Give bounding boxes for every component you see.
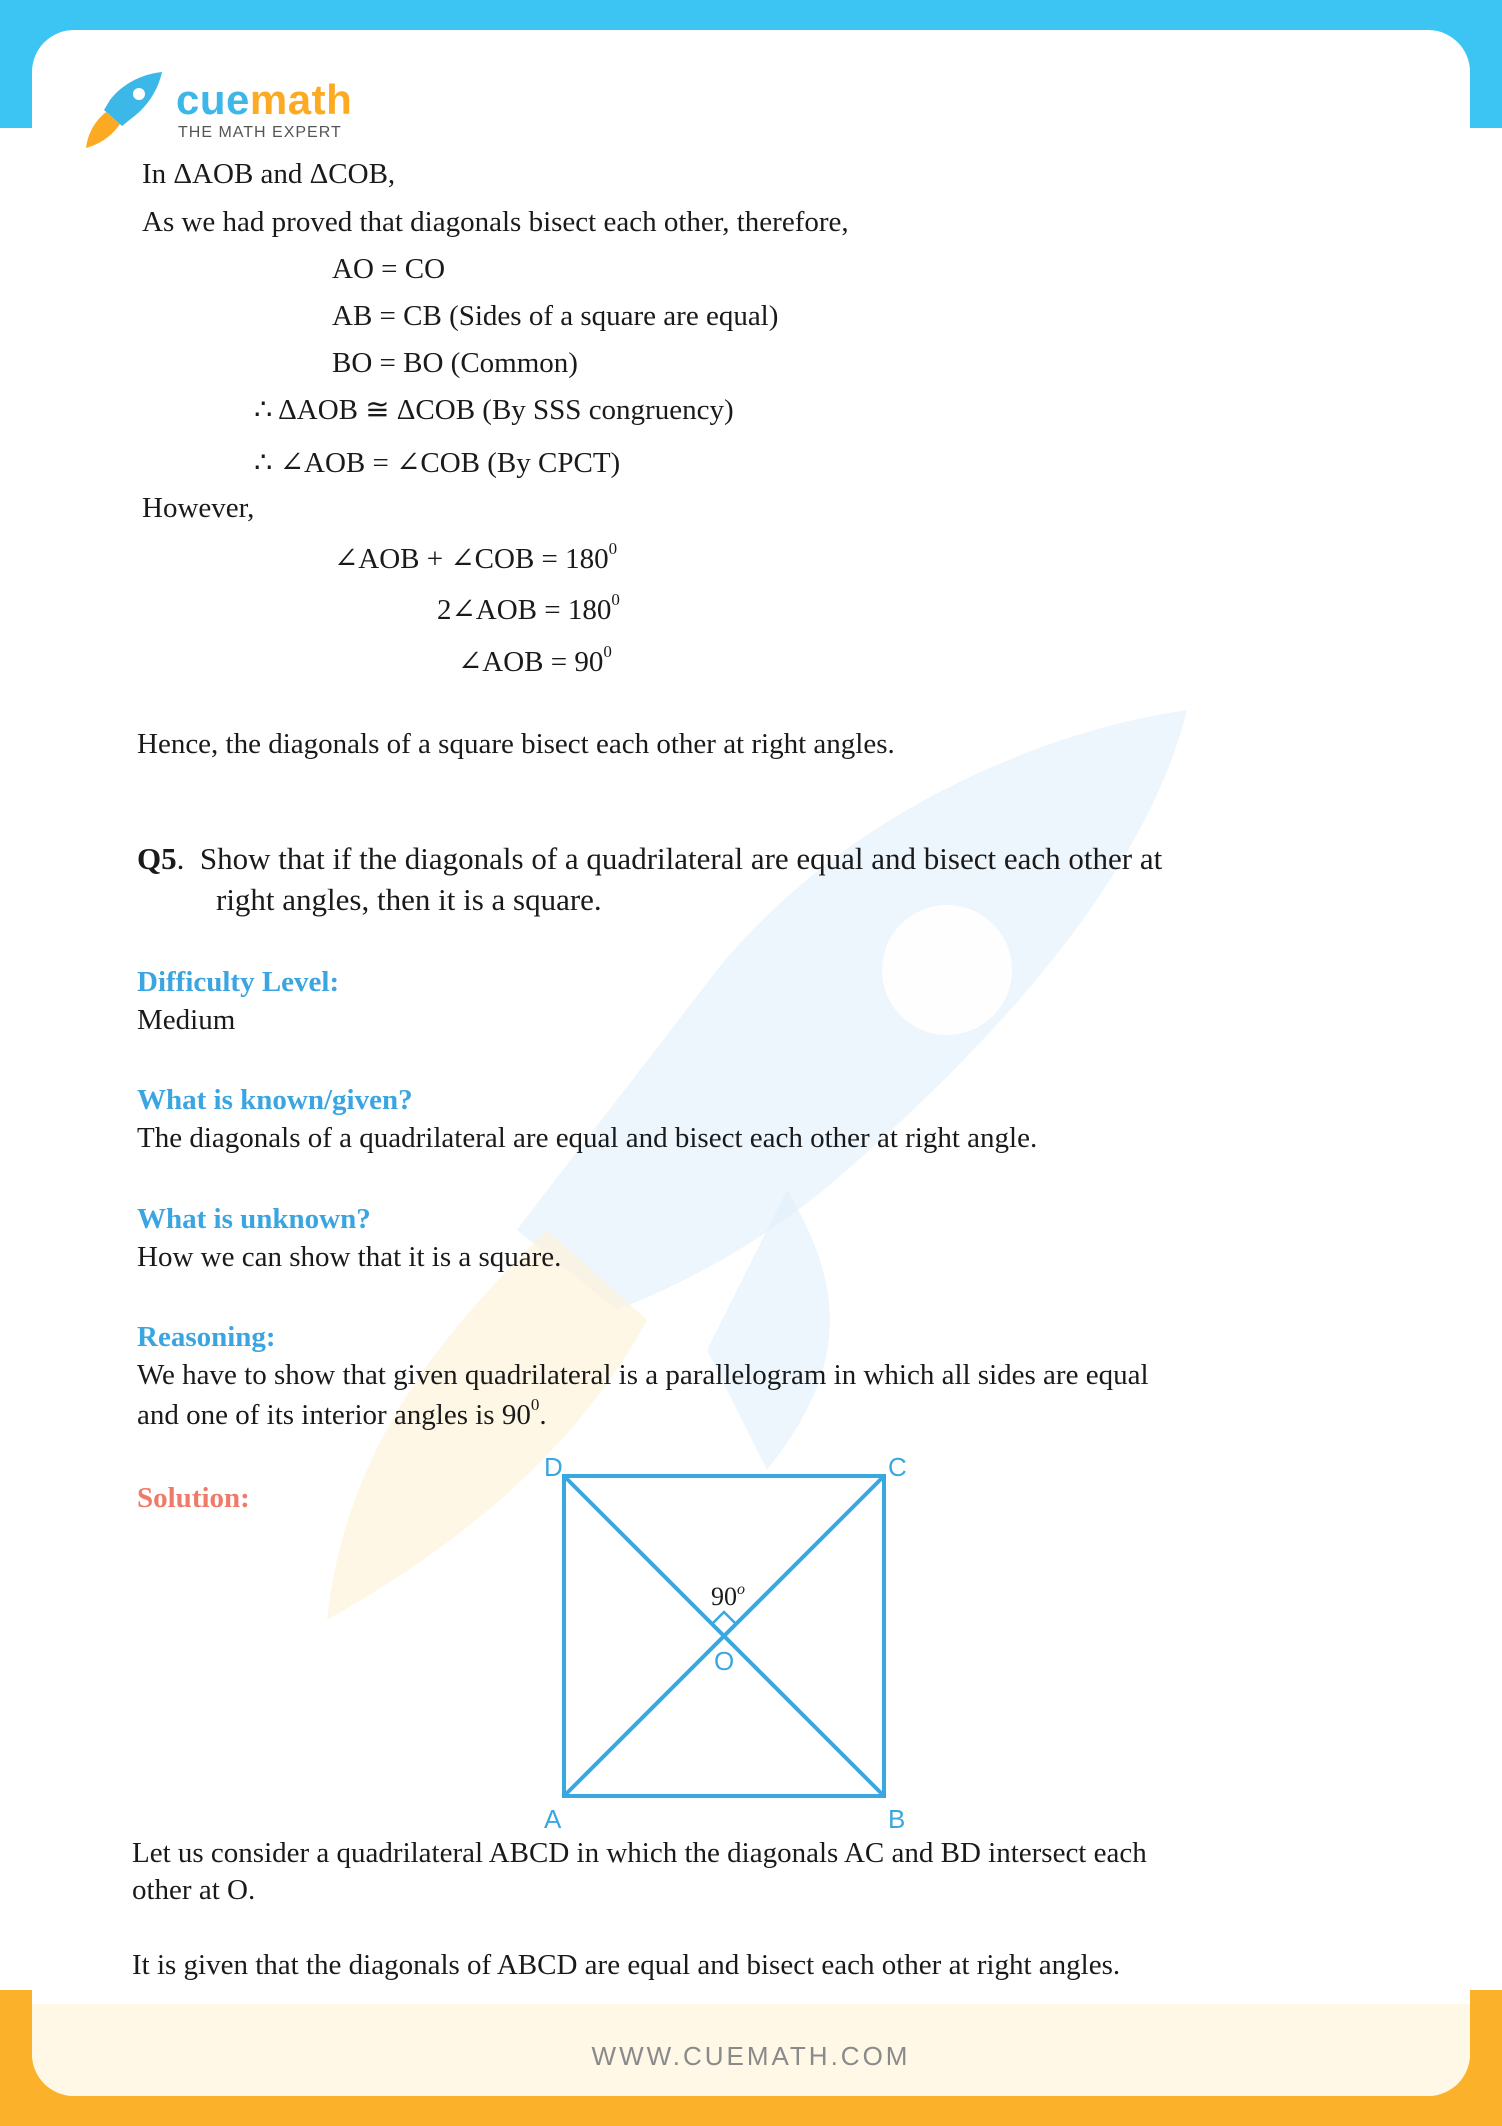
center-label-o: O	[714, 1646, 735, 1676]
equation: BO = BO (Common)	[332, 347, 578, 379]
equation: ∴ ΔAOB ≅ ΔCOB (By SSS congruency)	[254, 394, 734, 426]
proof-line: As we had proved that diagonals bisect each other, therefore,	[142, 206, 849, 238]
brand-name: cuemath	[176, 76, 353, 123]
solution-text: other at O.	[132, 1874, 256, 1906]
solution-text: Let us consider a quadrilateral ABCD in which the diagonals AC and BD intersect each	[132, 1837, 1147, 1869]
reasoning-heading: Reasoning:	[137, 1321, 276, 1353]
equation: AO = CO	[332, 253, 446, 285]
vertex-label-a: A	[544, 1804, 562, 1832]
vertex-label-b: B	[888, 1804, 906, 1832]
known-heading: What is known/given?	[137, 1084, 413, 1116]
equation: AB = CB (Sides of a square are equal)	[332, 300, 779, 332]
right-angle-mark	[712, 1612, 736, 1636]
equation: ∠AOB = $90^0$	[458, 642, 612, 678]
vertex-label-d: D	[544, 1452, 563, 1482]
solution-text: It is given that the diagonals of ABCD are equal and bisect each other at right angles.	[132, 1949, 1121, 1981]
reasoning-text: and one of its interior angles is $90^0$.	[137, 1395, 547, 1431]
rocket-logo-icon	[84, 70, 164, 150]
cuemath-logo	[84, 70, 384, 150]
unknown-heading: What is unknown?	[137, 1203, 371, 1235]
equation: 2∠AOB = $180^0$	[437, 590, 620, 626]
question-number: Q5	[137, 841, 177, 876]
footer-url: WWW.CUEMATH.COM	[591, 2041, 911, 2071]
square-diagram	[530, 1452, 930, 1832]
equation: ∠AOB + ∠COB = $180^0$	[334, 539, 618, 575]
proof-conclusion: Hence, the diagonals of a square bisect each other at right angles.	[137, 728, 895, 760]
brand-tagline: THE MATH EXPERT	[178, 124, 342, 141]
unknown-text: How we can show that it is a square.	[137, 1241, 562, 1273]
known-text: The diagonals of a quadrilateral are equal and bisect each other at right angle.	[137, 1122, 1038, 1154]
equation: ∴ ∠AOB = ∠COB (By CPCT)	[254, 447, 621, 479]
solution-heading: Solution:	[137, 1482, 250, 1514]
difficulty-heading: Difficulty Level:	[137, 966, 340, 998]
angle-label: 90$^o$	[711, 1581, 745, 1611]
question-line: right angles, then it is a square.	[216, 882, 602, 917]
question-line: Q5. Show that if the diagonals of a quadrilateral are equal and bisect each other at	[137, 841, 1163, 876]
proof-intro: In ΔAOB and ΔCOB,	[142, 158, 396, 190]
vertex-label-c: C	[888, 1452, 907, 1482]
reasoning-text: We have to show that given quadrilateral is a parallelogram in which all sides are equal	[137, 1359, 1149, 1391]
proof-however: However,	[142, 492, 255, 524]
difficulty-value: Medium	[137, 1004, 236, 1036]
